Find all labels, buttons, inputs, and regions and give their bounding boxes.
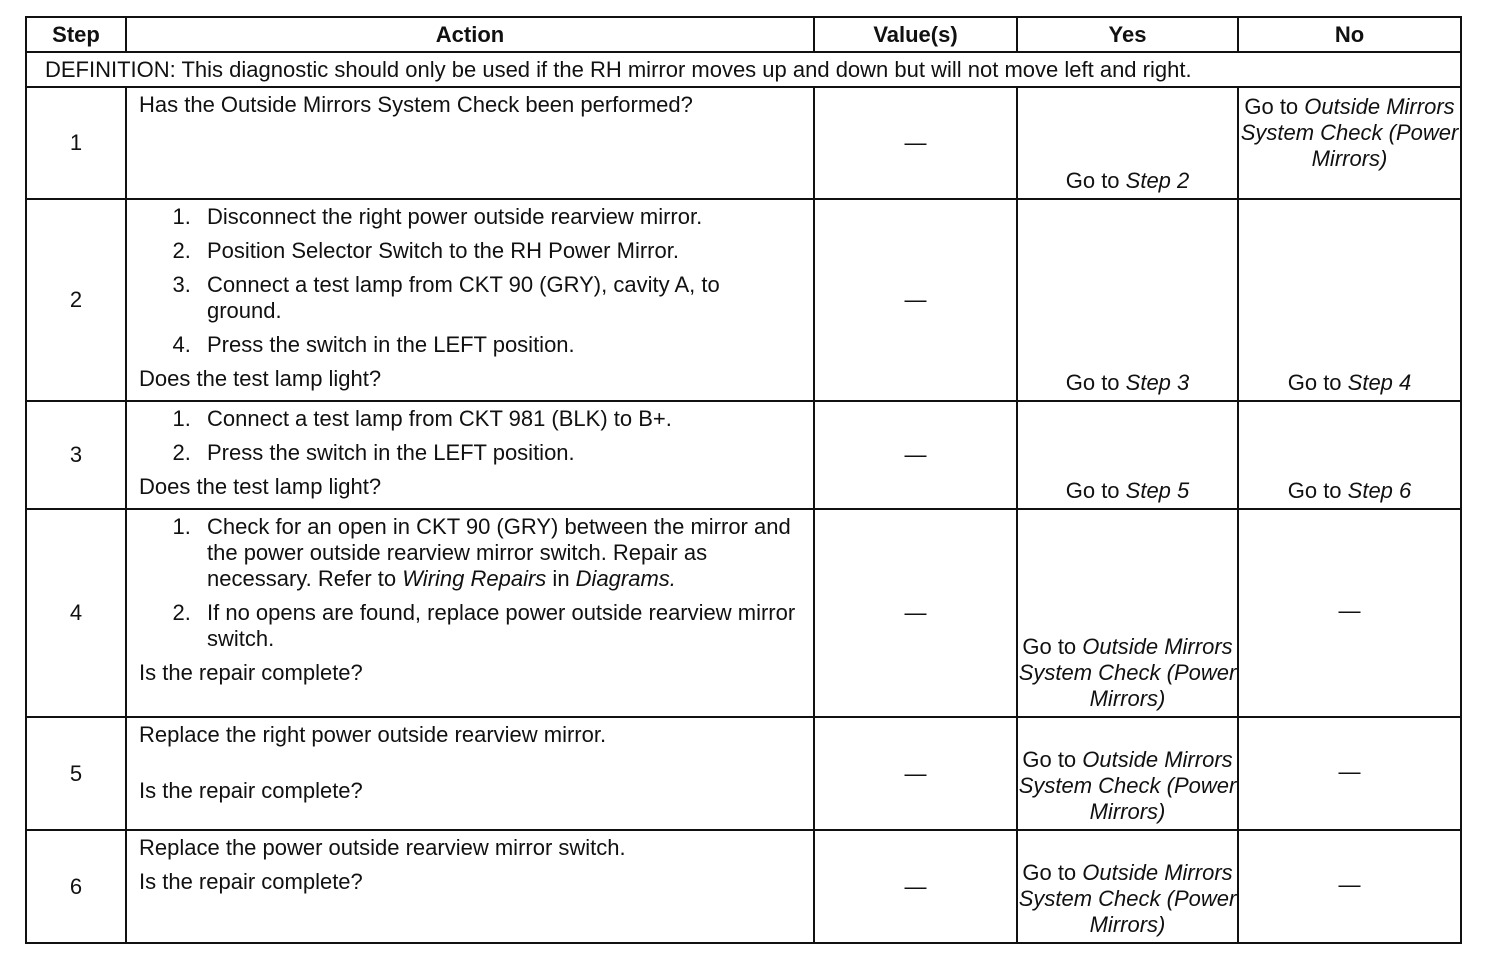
no-cell [1238, 401, 1461, 509]
table-row [26, 401, 1461, 509]
diagrams-link[interactable]: Diagrams. [575, 566, 676, 591]
table-row [26, 717, 1461, 830]
spacer [139, 756, 799, 778]
header-yes: Yes [1017, 17, 1238, 52]
list-item: 1. Connect a test lamp from CKT 981 (BLK) to B+. [197, 406, 799, 432]
item-text-mid: in [546, 566, 576, 591]
step-number: 2 [26, 199, 126, 401]
yes-cell [1017, 401, 1238, 509]
no-cell: — [1238, 509, 1461, 717]
action-steps-list [139, 204, 799, 358]
action-text: Replace the power outside rearview mirror switch. [139, 835, 626, 860]
header-values: Value(s) [814, 17, 1017, 52]
yes-cell [1017, 717, 1238, 830]
action-question: Has the Outside Mirrors System Check been performed? [139, 92, 693, 117]
table-row [26, 199, 1461, 401]
list-item: 4. Press the switch in the LEFT position. [197, 332, 799, 358]
step-number: 6 [26, 830, 126, 943]
item-text: Check for an open in CKT 90 (GRY) between the mirror and the power outside rearview mirror switch. Repair as necessary. Refer to [207, 514, 791, 591]
list-item: 1. Disconnect the right power outside rearview mirror. [197, 204, 799, 230]
yes-prefix: Go to [1065, 370, 1126, 395]
list-item: 2. Position Selector Switch to the RH Power Mirror. [197, 238, 799, 264]
no-cell: — [1238, 717, 1461, 830]
step-number: 4 [26, 509, 126, 717]
yes-cell [1017, 830, 1238, 943]
table-row [26, 87, 1461, 199]
action-question: Is the repair complete? [139, 869, 363, 894]
value-cell: — [814, 509, 1017, 717]
value-cell: — [814, 87, 1017, 199]
value-cell: — [814, 717, 1017, 830]
yes-prefix: Go to [1065, 478, 1126, 503]
action-steps-list [139, 406, 799, 466]
action-cell [126, 199, 814, 401]
table-row [26, 830, 1461, 943]
yes-link[interactable]: Outside Mirrors System Check (Power Mirrors) [1018, 860, 1237, 937]
header-action: Action [126, 17, 814, 52]
action-cell [126, 830, 814, 943]
yes-cell [1017, 199, 1238, 401]
no-cell: — [1238, 830, 1461, 943]
header-row [26, 17, 1461, 52]
yes-link[interactable]: Step 5 [1125, 478, 1190, 503]
action-question: Does the test lamp light? [139, 474, 382, 499]
header-step: Step [26, 17, 126, 52]
list-item: 3. Connect a test lamp from CKT 90 (GRY), cavity A, to ground. [197, 272, 799, 324]
diagnostic-table [25, 16, 1462, 944]
no-cell [1238, 87, 1461, 199]
yes-cell [1017, 509, 1238, 717]
table-row [26, 509, 1461, 717]
no-link[interactable]: Step 4 [1347, 370, 1412, 395]
yes-link[interactable]: Outside Mirrors System Check (Power Mirrors) [1018, 747, 1237, 824]
header-no: No [1238, 17, 1461, 52]
wiring-repairs-link[interactable]: Wiring Repairs [402, 566, 547, 591]
yes-link[interactable]: Outside Mirrors System Check (Power Mirrors) [1018, 634, 1237, 711]
no-prefix: Go to [1287, 478, 1348, 503]
yes-prefix: Go to [1022, 860, 1083, 885]
step-number: 1 [26, 87, 126, 199]
yes-link[interactable]: Step 2 [1125, 168, 1190, 193]
action-cell [126, 509, 814, 717]
yes-link[interactable]: Step 3 [1125, 370, 1190, 395]
yes-cell [1017, 87, 1238, 199]
action-text: Replace the right power outside rearview mirror. [139, 722, 607, 747]
no-link[interactable]: Step 6 [1347, 478, 1412, 503]
list-item: 2. If no opens are found, replace power outside rearview mirror switch. [197, 600, 799, 652]
action-cell [126, 401, 814, 509]
yes-prefix: Go to [1022, 747, 1083, 772]
no-cell [1238, 199, 1461, 401]
list-item: 2. Press the switch in the LEFT position. [197, 440, 799, 466]
value-cell: — [814, 199, 1017, 401]
action-question: Is the repair complete? [139, 660, 363, 685]
action-cell [126, 717, 814, 830]
value-cell: — [814, 401, 1017, 509]
no-prefix: Go to [1244, 94, 1305, 119]
action-steps-list [139, 514, 799, 652]
list-item [197, 514, 799, 592]
step-number: 3 [26, 401, 126, 509]
no-link[interactable]: Outside Mirrors System Check (Power Mirrors) [1240, 94, 1459, 171]
yes-prefix: Go to [1022, 634, 1083, 659]
definition-text: DEFINITION: This diagnostic should only be used if the RH mirror moves up and down but will not move left and right. [26, 52, 1461, 87]
value-cell: — [814, 830, 1017, 943]
action-cell [126, 87, 814, 199]
yes-prefix: Go to [1065, 168, 1126, 193]
action-question: Is the repair complete? [139, 778, 363, 803]
action-question: Does the test lamp light? [139, 366, 382, 391]
step-number: 5 [26, 717, 126, 830]
no-prefix: Go to [1287, 370, 1348, 395]
definition-row [26, 52, 1461, 87]
